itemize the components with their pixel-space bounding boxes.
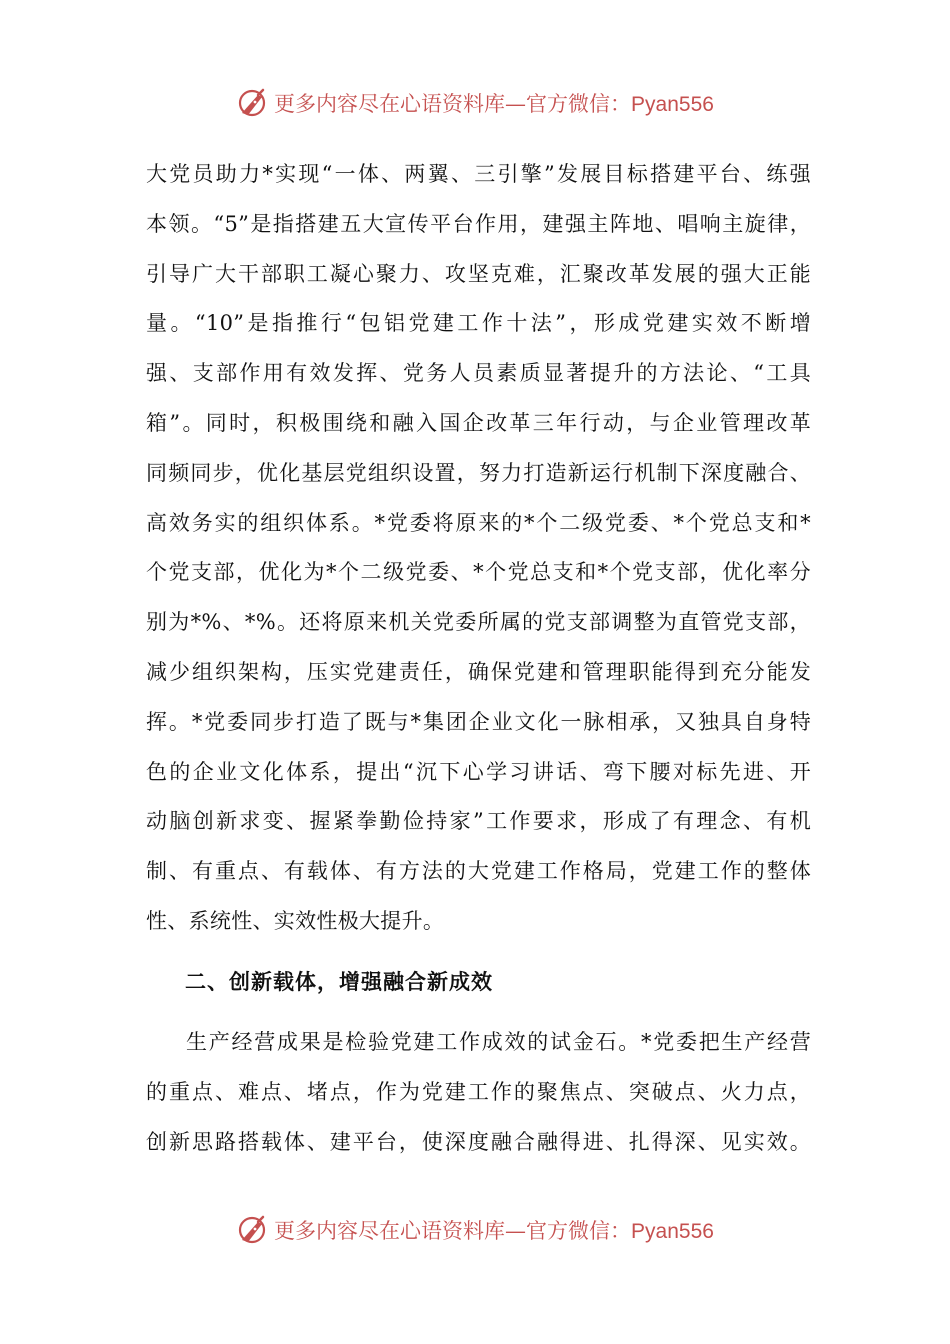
text-line: 挥。*党委同步打造了既与*集团企业文化一脉相承，又独具自身特 xyxy=(146,709,811,734)
text-line: 量。“10”是指推行“包铝党建工作十法”，形成党建实效不断增 xyxy=(146,311,811,336)
header-watermark xyxy=(0,83,950,123)
footer-watermark xyxy=(0,1210,950,1250)
text-line: 箱”。同时，积极围绕和融入国企改革三年行动，与企业管理改革 xyxy=(146,410,811,435)
text-line: 高效务实的组织体系。*党委将原来的*个二级党委、*个党总支和* xyxy=(146,510,811,535)
paragraph-2 xyxy=(146,1018,811,1167)
text-line: 引导广大干部职工凝心聚力、攻坚克难，汇聚改革发展的强大正能 xyxy=(146,261,811,286)
text-line: 别为*%、*%。还将原来机关党委所属的党支部调整为直管党支部， xyxy=(146,610,811,635)
text-line: 同频同步，优化基层党组织设置，努力打造新运行机制下深度融合、 xyxy=(146,460,811,485)
text-line: 减少组织架构，压实党建责任，确保党建和管理职能得到充分能发 xyxy=(146,659,811,684)
text-line: 性、系统性、实效性极大提升。 xyxy=(146,908,445,933)
text-line: 色的企业文化体系，提出“沉下心学习讲话、弯下腰对标先进、开 xyxy=(146,759,811,784)
text-line: 生产经营成果是检验党建工作成效的试金石。*党委把生产经营 xyxy=(186,1030,811,1054)
text-line: 个党支部，优化为*个二级党委、*个党总支和*个党支部，优化率分 xyxy=(146,560,811,585)
section-heading: 二、创新载体，增强融合新成效 xyxy=(185,970,493,994)
text-line: 的重点、难点、堵点，作为党建工作的聚焦点、突破点、火力点， xyxy=(146,1079,811,1104)
watermark-text: 更多内容尽在心语资料库—官方微信：Pyan556 xyxy=(274,1219,714,1243)
text-line: 强、支部作用有效发挥、党务人员素质显著提升的方法论、“工具 xyxy=(146,361,811,386)
pen-nib-seal-icon xyxy=(236,1214,268,1246)
text-line: 创新思路搭载体、建平台，使深度融合融得进、扎得深、见实效。 xyxy=(146,1129,811,1154)
watermark-text: 更多内容尽在心语资料库—官方微信：Pyan556 xyxy=(274,92,714,116)
text-line: 制、有重点、有载体、有方法的大党建工作格局，党建工作的整体 xyxy=(146,859,811,884)
pen-nib-seal-icon xyxy=(236,87,268,119)
paragraph-1 xyxy=(146,150,811,947)
text-line: 动脑创新求变、握紧拳勤俭持家”工作要求，形成了有理念、有机 xyxy=(146,809,811,834)
text-line: 本领。“5”是指搭建五大宣传平台作用，建强主阵地、唱响主旋律， xyxy=(146,211,811,236)
text-line: 大党员助力*实现“一体、两翼、三引擎”发展目标搭建平台、练强 xyxy=(146,162,811,186)
